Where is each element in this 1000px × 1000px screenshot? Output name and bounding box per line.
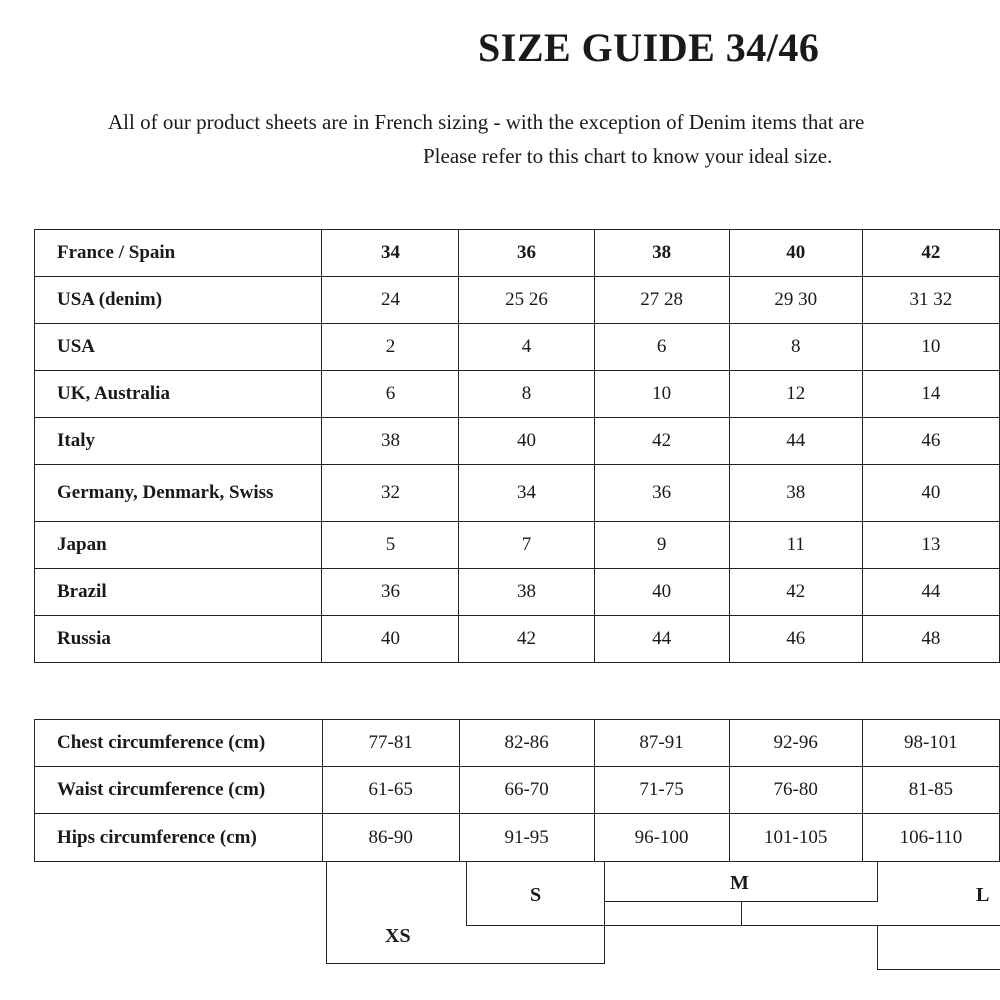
table-cell: 77-81	[322, 720, 459, 767]
table-cell: 40	[322, 616, 459, 663]
table-cell: 96-100	[594, 814, 729, 862]
size-bracket-l	[877, 926, 1000, 970]
table-cell: 13	[862, 522, 999, 569]
table-cell: 101-105	[729, 814, 862, 862]
table-cell: 61-65	[322, 767, 459, 814]
table-cell: 76-80	[729, 767, 862, 814]
table-cell: 40	[729, 230, 862, 277]
table-cell: 82-86	[459, 720, 594, 767]
table-cell: 5	[322, 522, 459, 569]
table-cell: 34	[459, 465, 594, 522]
table-cell: 9	[594, 522, 729, 569]
row-label: USA	[35, 324, 322, 371]
table-row	[35, 720, 1000, 767]
table-cell: 44	[594, 616, 729, 663]
table-cell: 44	[862, 569, 999, 616]
table-row	[35, 277, 1000, 324]
table-cell: 34	[322, 230, 459, 277]
table-cell: 86-90	[322, 814, 459, 862]
table-row	[35, 371, 1000, 418]
table-cell: 27 28	[594, 277, 729, 324]
table-cell: 106-110	[862, 814, 999, 862]
table-cell: 98-101	[862, 720, 999, 767]
table-cell: 2	[322, 324, 459, 371]
size-label-s: S	[530, 884, 542, 906]
intro-line-1: All of our product sheets are in French sizing - with the exception of Denim items that are	[108, 110, 865, 134]
table-cell: 10	[594, 371, 729, 418]
table-row	[35, 230, 1000, 277]
table-cell: 42	[862, 230, 999, 277]
table-cell: 42	[729, 569, 862, 616]
table-cell: 46	[729, 616, 862, 663]
table-cell: 11	[729, 522, 862, 569]
table-row	[35, 569, 1000, 616]
row-label: Hips circumference (cm)	[35, 814, 323, 862]
table-cell: 38	[594, 230, 729, 277]
table-cell: 48	[862, 616, 999, 663]
table-row	[35, 767, 1000, 814]
row-label: USA (denim)	[35, 277, 322, 324]
intro-line-2: Please refer to this chart to know your ideal size.	[423, 144, 833, 168]
table-row	[35, 324, 1000, 371]
size-label-m: M	[730, 872, 749, 894]
table-cell: 25 26	[459, 277, 594, 324]
row-label: Brazil	[35, 569, 322, 616]
table-cell: 6	[322, 371, 459, 418]
table-cell: 42	[594, 418, 729, 465]
size-label-l: L	[976, 884, 990, 906]
table-cell: 12	[729, 371, 862, 418]
table-cell: 81-85	[862, 767, 999, 814]
table-row	[35, 522, 1000, 569]
table-row	[35, 616, 1000, 663]
table-cell: 71-75	[594, 767, 729, 814]
table-cell: 44	[729, 418, 862, 465]
table-cell: 10	[862, 324, 999, 371]
table-cell: 36	[459, 230, 594, 277]
table-cell: 40	[594, 569, 729, 616]
table-cell: 38	[459, 569, 594, 616]
size-conversion-table	[34, 229, 1000, 663]
table-cell: 66-70	[459, 767, 594, 814]
table-row	[35, 814, 1000, 862]
table-cell: 91-95	[459, 814, 594, 862]
table-cell: 7	[459, 522, 594, 569]
row-label: Japan	[35, 522, 322, 569]
table-cell: 40	[459, 418, 594, 465]
table-cell: 40	[862, 465, 999, 522]
size-label-xs: XS	[385, 925, 411, 947]
table-cell: 8	[729, 324, 862, 371]
row-label: Chest circumference (cm)	[35, 720, 323, 767]
table-cell: 8	[459, 371, 594, 418]
page-title: SIZE GUIDE 34/46	[478, 25, 820, 70]
table-cell: 87-91	[594, 720, 729, 767]
table-cell: 92-96	[729, 720, 862, 767]
row-label: France / Spain	[35, 230, 322, 277]
table-cell: 38	[322, 418, 459, 465]
table-cell: 31 32	[862, 277, 999, 324]
row-label: Germany, Denmark, Swiss	[35, 465, 322, 522]
table-cell: 6	[594, 324, 729, 371]
row-label: Russia	[35, 616, 322, 663]
table-cell: 46	[862, 418, 999, 465]
table-cell: 24	[322, 277, 459, 324]
body-measurements-table	[34, 719, 1000, 862]
table-row	[35, 418, 1000, 465]
table-cell: 38	[729, 465, 862, 522]
table-cell: 32	[322, 465, 459, 522]
row-label: UK, Australia	[35, 371, 322, 418]
row-label: Waist circumference (cm)	[35, 767, 323, 814]
table-cell: 4	[459, 324, 594, 371]
table-cell: 14	[862, 371, 999, 418]
table-row	[35, 465, 1000, 522]
table-cell: 42	[459, 616, 594, 663]
row-label: Italy	[35, 418, 322, 465]
size-bracket-m-connector	[741, 902, 1000, 926]
table-cell: 36	[322, 569, 459, 616]
table-cell: 36	[594, 465, 729, 522]
table-cell: 29 30	[729, 277, 862, 324]
